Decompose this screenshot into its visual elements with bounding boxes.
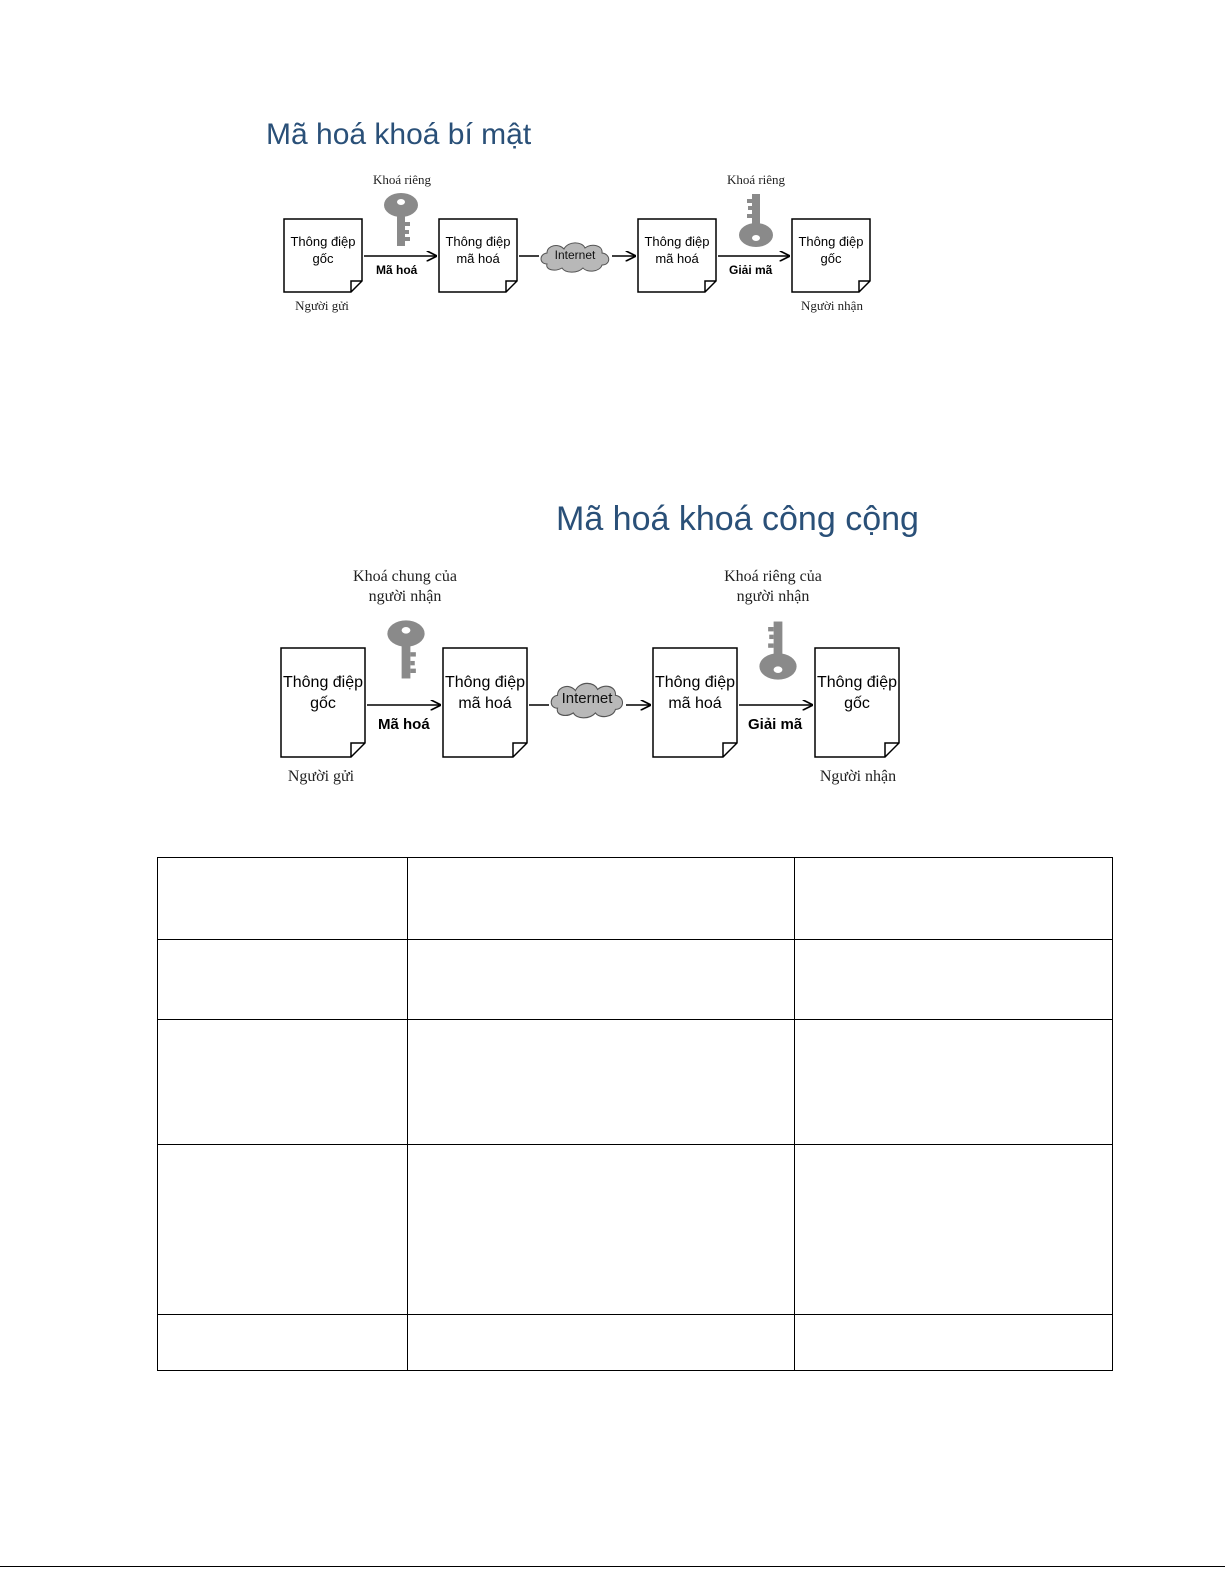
d1-key-label-right: Khoá riêng <box>726 172 786 187</box>
doc-text-line: gốc <box>820 250 842 266</box>
d2-receiver-label: Người nhận <box>819 768 897 785</box>
table-cell <box>795 1315 1113 1371</box>
table-cell <box>158 940 408 1020</box>
d2-sender-label: Người gửi <box>287 768 355 785</box>
table-cell <box>408 1145 795 1315</box>
d2-key-label-left <box>330 567 480 607</box>
doc-text-line: Thông điệp <box>644 234 710 249</box>
doc-text-line: Thông điệp <box>816 674 898 691</box>
doc-text-line: mã hoá <box>655 250 699 266</box>
doc-text-line: gốc <box>310 694 336 712</box>
d2-doc-original <box>280 647 366 757</box>
table-cell <box>408 858 795 940</box>
table-row <box>158 1020 1113 1145</box>
doc-text-line: mã hoá <box>668 694 722 712</box>
doc-text-line: Thông điệp <box>290 234 356 249</box>
d1-doc-original <box>283 218 363 292</box>
d1-flow-arrows <box>0 0 1225 400</box>
key-label-line: Khoá chung của <box>353 568 457 585</box>
d2-doc-decrypted <box>814 647 900 757</box>
d2-doc-encrypted-sender <box>442 647 528 757</box>
d1-key-label-left: Khoá riêng <box>372 172 432 187</box>
d1-step-decrypt: Giải mã <box>729 263 773 277</box>
key-icon <box>755 612 801 688</box>
table-row <box>158 1315 1113 1371</box>
d1-doc-decrypted <box>791 218 871 292</box>
d1-sender-label: Người gửi <box>295 298 349 313</box>
comparison-table <box>157 857 1113 1371</box>
key-icon <box>735 192 777 248</box>
doc-text-line: gốc <box>312 250 334 266</box>
d2-step-encrypt: Mã hoá <box>378 716 430 733</box>
doc-text-line: Thông điệp <box>444 674 526 691</box>
d1-step-encrypt: Mã hoá <box>376 263 418 277</box>
doc-text-line: Thông điệp <box>282 674 364 691</box>
table-cell <box>795 1145 1113 1315</box>
diagram2-title: Mã hoá khoá công cộng <box>556 500 919 538</box>
d2-step-decrypt: Giải mã <box>748 716 803 733</box>
table-cell <box>795 858 1113 940</box>
table-row <box>158 858 1113 940</box>
d1-doc-encrypted-sender <box>438 218 518 292</box>
table-cell <box>158 1315 408 1371</box>
table-cell <box>795 1020 1113 1145</box>
d2-doc-encrypted-receiver <box>652 647 738 757</box>
key-icon <box>380 192 422 248</box>
page-bottom-rule <box>0 1566 1225 1567</box>
key-label-line: Khoá riêng của <box>724 568 822 585</box>
doc-text-line: mã hoá <box>458 694 512 712</box>
table-cell <box>795 940 1113 1020</box>
cloud-label: Internet <box>554 248 596 262</box>
doc-text-line: Thông điệp <box>445 234 511 249</box>
doc-text-line: Thông điệp <box>654 674 736 691</box>
diagram1-title: Mã hoá khoá bí mật <box>266 118 532 151</box>
table-cell <box>408 940 795 1020</box>
key-label-line: người nhận <box>736 588 810 605</box>
doc-text-line: gốc <box>844 694 870 712</box>
d1-receiver-label: Người nhận <box>801 298 863 313</box>
doc-text-line: Thông điệp <box>798 234 864 249</box>
key-label-line: người nhận <box>368 588 442 605</box>
internet-cloud <box>537 240 613 274</box>
table-cell <box>158 1145 408 1315</box>
d2-key-label-right <box>698 567 848 607</box>
table-row <box>158 940 1113 1020</box>
internet-cloud <box>547 680 627 720</box>
table-cell <box>158 858 408 940</box>
table-row <box>158 1145 1113 1315</box>
table-cell <box>408 1315 795 1371</box>
key-icon <box>383 612 429 688</box>
d1-doc-encrypted-receiver <box>637 218 717 292</box>
cloud-label: Internet <box>561 690 613 707</box>
table-cell <box>158 1020 408 1145</box>
doc-text-line: mã hoá <box>456 250 500 266</box>
table-cell <box>408 1020 795 1145</box>
